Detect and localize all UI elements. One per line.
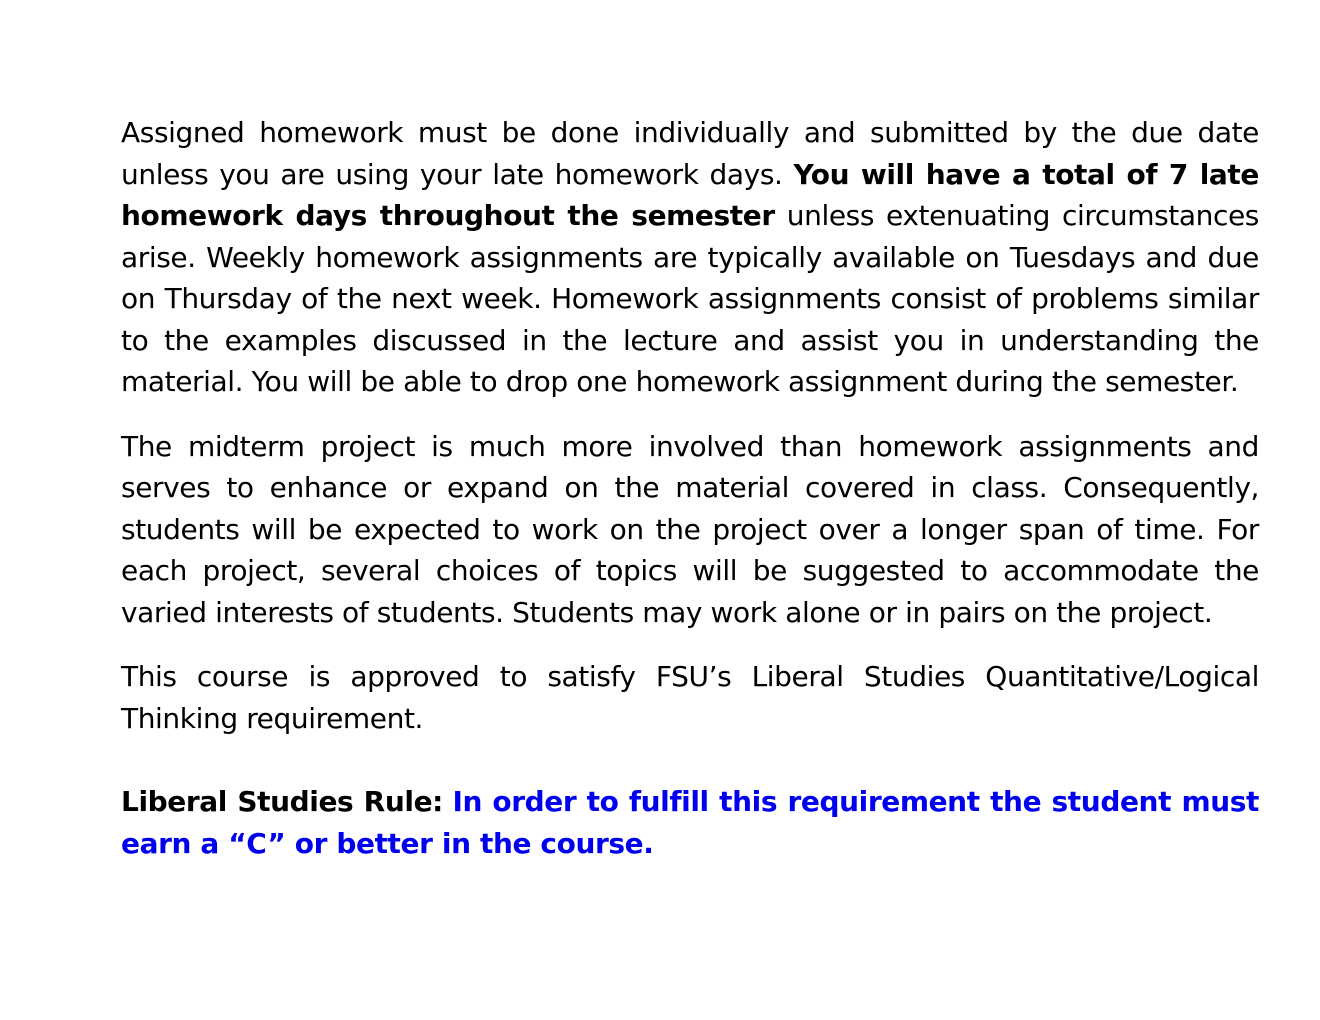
late-days-bold-text: You will have a total of 7 late homework days throughout the semester [121,157,1259,232]
liberal-studies-rule-paragraph [121,781,1259,864]
rule-body-highlight: In order to fulfill this requirement the student must earn a “C” or better in the course. [121,785,1259,860]
rule-label: Liberal Studies Rule: [121,785,443,818]
homework-text-intro: Assigned homework must be done individually and submitted by the due date unless you are using your late homework days. [121,116,1259,191]
syllabus-page [121,112,1259,864]
midterm-paragraph: The midterm project is much more involved than homework assignments and serves to enhance or expand on the material covered in class. Consequently, students will be expected to work on the project over a longer span of time. For each project, several choices of topics will be suggested to accommodate the varied interests of students. Students may work alone or in pairs on the project. [121,429,1259,629]
homework-text-rest: unless extenuating circumstances arise. Weekly homework assignments are typically available on Tuesdays and due on Thursday of the next week. Homework assignments consist of problems similar to the examples discussed in the lecture and assist you in understanding the material. You will be able to drop one homework assignment during the semester. [121,199,1259,398]
approval-paragraph: This course is approved to satisfy FSU’s Liberal Studies Quantitative/Logical Thinking requirement. [121,660,1259,735]
homework-paragraph [121,112,1259,403]
